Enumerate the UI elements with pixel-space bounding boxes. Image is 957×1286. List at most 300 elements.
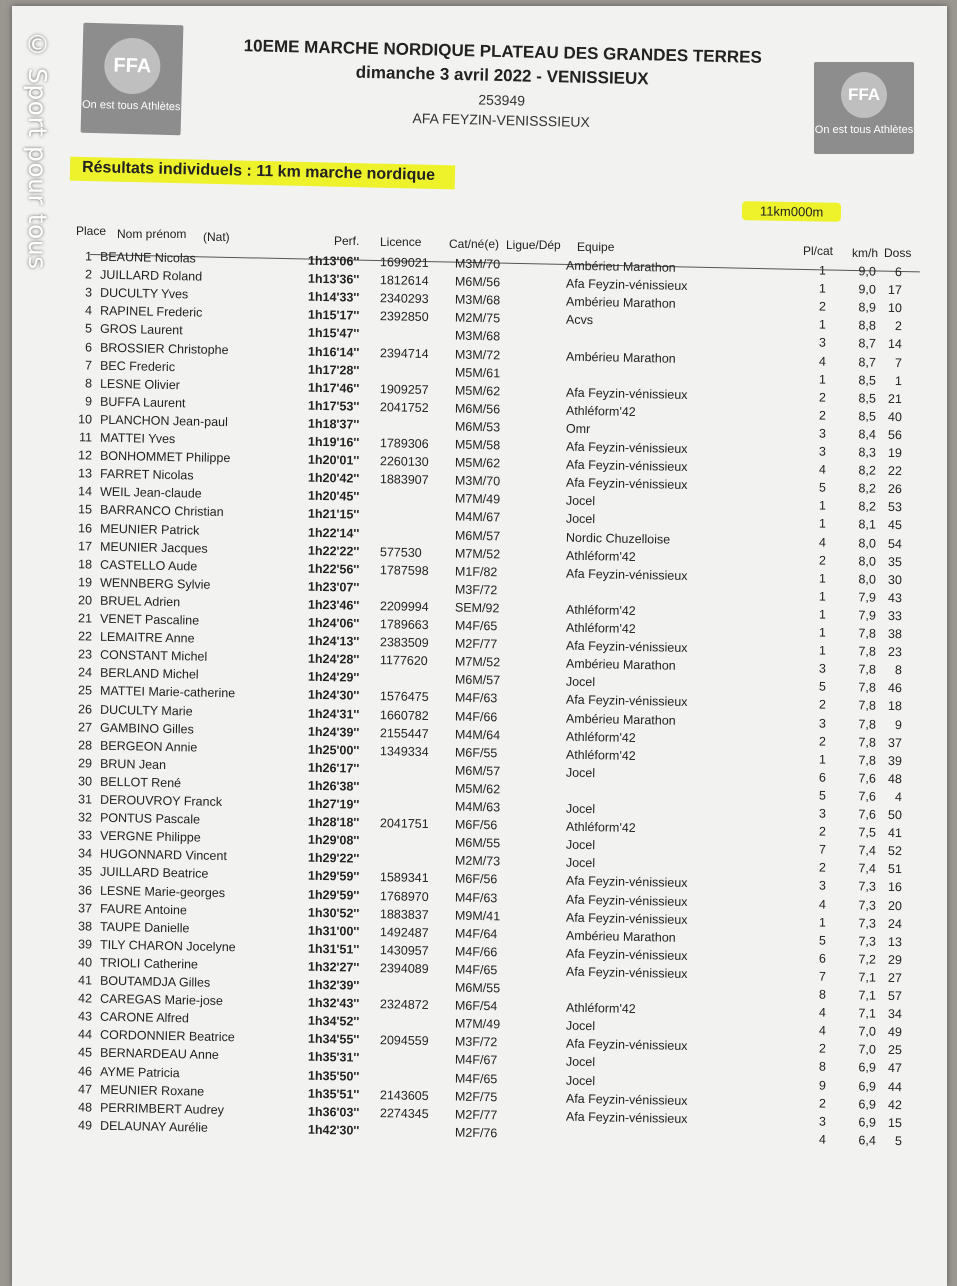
cell-licence: 2394714 — [379, 345, 429, 361]
col-ligue: Ligue/Dép — [506, 238, 561, 252]
cell-plcat: 1 — [818, 317, 827, 332]
cell-licence: 2260130 — [379, 454, 429, 470]
cell-plcat: 2 — [818, 1041, 827, 1056]
cell-club: Afa Feyzin-vénissieux — [565, 457, 688, 475]
cell-doss: 9 — [894, 717, 903, 732]
cell-perf: 1h29'22'' — [307, 850, 360, 866]
cell-licence: 2155447 — [379, 725, 429, 741]
cell-plcat: 4 — [818, 462, 827, 477]
cell-place: 30 — [77, 774, 93, 789]
cell-cat: M3F/72 — [454, 1034, 498, 1050]
cell-kmh: 8,3 — [858, 445, 877, 460]
cell-perf: 1h36'03'' — [307, 1104, 360, 1120]
cell-club: Jocel — [565, 801, 596, 817]
cell-place: 31 — [77, 792, 93, 807]
cell-place: 13 — [77, 466, 93, 481]
cell-licence: 1768970 — [379, 888, 429, 904]
cell-perf: 1h35'51'' — [307, 1086, 360, 1102]
cell-name: JUILLARD Beatrice — [99, 865, 209, 882]
cell-club: Afa Feyzin-vénissieux — [565, 638, 688, 656]
cell-plcat: 1 — [818, 281, 827, 296]
cell-plcat: 2 — [818, 1096, 827, 1111]
cell-plcat: 1 — [818, 589, 827, 604]
cell-perf: 1h31'51'' — [307, 941, 360, 957]
cell-name: MEUNIER Jacques — [99, 539, 208, 556]
cell-plcat: 2 — [818, 299, 827, 314]
cell-kmh: 7,1 — [858, 970, 877, 985]
cell-name: PERRIMBERT Audrey — [99, 1100, 225, 1117]
cell-kmh: 8,8 — [858, 318, 877, 333]
cell-perf: 1h29'59'' — [307, 887, 360, 903]
cell-name: BELLOT René — [99, 774, 182, 791]
cell-club: Afa Feyzin-vénissieux — [565, 475, 688, 493]
cell-club: Acvs — [565, 312, 594, 328]
cell-plcat: 1 — [818, 263, 827, 278]
cell-place: 49 — [77, 1118, 93, 1133]
cell-kmh: 7,8 — [858, 680, 877, 695]
cell-club: Afa Feyzin-vénissieux — [565, 946, 688, 963]
cell-kmh: 7,1 — [858, 1006, 877, 1021]
cell-plcat: 3 — [818, 1114, 827, 1129]
cell-club: Afa Feyzin-vénissieux — [565, 1109, 688, 1126]
cell-doss: 15 — [887, 1115, 903, 1130]
cell-cat: M4M/67 — [454, 509, 501, 525]
cell-perf: 1h35'31'' — [307, 1050, 360, 1066]
cell-doss: 39 — [887, 753, 903, 768]
cell-kmh: 7,4 — [858, 861, 877, 876]
cell-name: BRUN Jean — [99, 756, 167, 772]
cell-perf: 1h35'50'' — [307, 1068, 360, 1084]
cell-licence: 1789306 — [379, 436, 429, 451]
cell-club: Jocel — [565, 1018, 596, 1034]
cell-perf: 1h21'15'' — [307, 507, 360, 523]
cell-perf: 1h26'38'' — [307, 778, 360, 794]
cell-kmh: 6,9 — [858, 1096, 877, 1112]
cell-place: 19 — [77, 575, 93, 590]
cell-perf: 1h32'43'' — [307, 995, 360, 1011]
cell-club: Jocel — [565, 1055, 596, 1070]
cell-cat: M1F/82 — [454, 564, 498, 580]
cell-perf: 1h24'28'' — [307, 651, 360, 667]
cell-place: 8 — [84, 376, 93, 391]
cell-name: MEUNIER Roxane — [99, 1082, 205, 1099]
cell-kmh: 8,2 — [858, 499, 877, 514]
cell-cat: SEM/92 — [454, 600, 500, 616]
cell-cat: M7M/52 — [454, 654, 501, 670]
cell-cat: M2M/75 — [454, 310, 501, 326]
cell-kmh: 7,8 — [858, 734, 877, 750]
cell-club: Afa Feyzin-vénissieux — [565, 964, 688, 981]
cell-place: 24 — [77, 665, 93, 680]
cell-club: Ambérieu Marathon — [565, 258, 676, 275]
cell-kmh: 8,4 — [858, 427, 877, 442]
cell-cat: M5M/61 — [454, 365, 501, 380]
event-title: 10EME MARCHE NORDIQUE PLATEAU DES GRANDES TERRES — [243, 36, 763, 67]
cell-cat: M2F/75 — [454, 1089, 498, 1104]
cell-place: 15 — [77, 502, 93, 517]
cell-licence: 1177620 — [379, 653, 428, 669]
cell-plcat: 1 — [818, 607, 827, 622]
cell-kmh: 7,8 — [858, 752, 877, 768]
cell-club: Afa Feyzin-vénissieux — [565, 910, 688, 927]
cell-name: HUGONNARD Vincent — [99, 846, 228, 864]
cell-place: 16 — [77, 520, 93, 536]
cell-club: Jocel — [565, 512, 596, 527]
cell-doss: 18 — [887, 699, 903, 714]
cell-kmh: 7,6 — [858, 789, 877, 804]
cell-doss: 34 — [887, 1006, 903, 1022]
cell-club: Afa Feyzin-vénissieux — [565, 693, 688, 710]
cell-place: 26 — [77, 701, 93, 717]
cell-kmh: 7,3 — [858, 915, 877, 931]
cell-perf: 1h24'31'' — [307, 706, 360, 722]
cell-plcat: 3 — [818, 444, 827, 459]
cell-doss: 56 — [887, 427, 903, 442]
col-name: Nom prénom — [117, 227, 187, 241]
cell-perf: 1h13'36'' — [307, 271, 360, 287]
cell-name: TILY CHARON Jocelyne — [99, 937, 236, 955]
cell-perf: 1h23'46'' — [307, 597, 360, 613]
cell-plcat: 5 — [818, 679, 827, 694]
cell-doss: 5 — [894, 1133, 903, 1148]
cell-name: LEMAITRE Anne — [99, 629, 195, 646]
cell-cat: M4F/63 — [454, 690, 498, 706]
cell-doss: 25 — [887, 1043, 903, 1058]
cell-name: WENNBERG Sylvie — [99, 575, 211, 592]
cell-cat: M4M/64 — [454, 727, 501, 742]
cell-name: TAUPE Danielle — [99, 919, 190, 936]
cell-name: AYME Patricia — [99, 1064, 180, 1080]
cell-club: Jocel — [565, 837, 596, 853]
cell-doss: 48 — [887, 771, 903, 786]
cell-perf: 1h17'46'' — [307, 380, 360, 396]
cell-kmh: 7,4 — [858, 843, 877, 858]
cell-perf: 1h19'16'' — [307, 434, 360, 450]
cell-kmh: 8,0 — [858, 571, 877, 587]
cell-name: WEIL Jean-claude — [99, 484, 202, 501]
cell-doss: 19 — [887, 445, 903, 461]
cell-name: DUCULTY Yves — [99, 285, 189, 302]
cell-name: JUILLARD Roland — [99, 267, 203, 284]
cell-perf: 1h24'06'' — [307, 615, 360, 631]
cell-place: 21 — [77, 611, 93, 626]
cell-plcat: 4 — [818, 1005, 827, 1020]
cell-cat: M3M/72 — [454, 347, 501, 362]
cell-doss: 54 — [887, 536, 903, 551]
cell-plcat: 5 — [818, 933, 827, 948]
cell-doss: 16 — [887, 880, 903, 895]
cell-club: Afa Feyzin-vénissieux — [565, 566, 688, 583]
cell-name: BONHOMMET Philippe — [99, 448, 231, 466]
cell-name: FAURE Antoine — [99, 901, 187, 917]
cell-cat: M4F/65 — [454, 618, 498, 634]
cell-cat: M4F/63 — [454, 890, 498, 905]
cell-name: MEUNIER Patrick — [99, 521, 200, 538]
cell-kmh: 7,3 — [858, 897, 877, 913]
cell-plcat: 4 — [818, 353, 827, 369]
cell-place: 3 — [84, 285, 93, 300]
cell-club: Athléform'42 — [565, 729, 636, 745]
cell-cat: M2F/76 — [454, 1125, 498, 1141]
cell-perf: 1h27'19'' — [307, 796, 360, 812]
cell-name: PONTUS Pascale — [99, 810, 201, 827]
cell-kmh: 7,0 — [858, 1042, 877, 1057]
cell-club: Athléform'42 — [565, 548, 636, 564]
cell-plcat: 3 — [818, 335, 827, 351]
cell-name: VENET Pascaline — [99, 611, 200, 628]
cell-doss: 24 — [887, 916, 903, 931]
cell-name: BEAUNE Nicolas — [99, 249, 197, 266]
cell-place: 35 — [77, 864, 93, 879]
cell-doss: 20 — [887, 898, 903, 913]
cell-plcat: 5 — [818, 788, 827, 803]
cell-doss: 10 — [887, 301, 903, 316]
cell-plcat: 1 — [818, 516, 827, 532]
cell-plcat: 8 — [818, 987, 827, 1002]
cell-doss: 44 — [887, 1079, 903, 1094]
cell-kmh: 8,2 — [858, 481, 877, 496]
cell-perf: 1h31'00'' — [307, 923, 360, 939]
cell-kmh: 9,0 — [858, 282, 877, 297]
cell-doss: 53 — [887, 500, 903, 515]
cell-perf: 1h24'39'' — [307, 724, 360, 740]
cell-club: Afa Feyzin-vénissieux — [565, 874, 688, 891]
cell-perf: 1h25'00'' — [307, 742, 360, 758]
col-equipe: Equipe — [577, 240, 615, 254]
cell-doss: 42 — [887, 1097, 903, 1112]
cell-licence: 1430957 — [379, 942, 429, 958]
cell-place: 34 — [77, 846, 93, 861]
cell-place: 44 — [77, 1027, 93, 1042]
cell-plcat: 1 — [818, 625, 827, 640]
cell-name: MATTEI Yves — [99, 430, 176, 447]
cell-cat: M2F/77 — [454, 636, 498, 652]
cell-place: 33 — [77, 828, 93, 843]
cell-cat: M2F/77 — [454, 1107, 498, 1123]
cell-licence: 2094559 — [379, 1033, 429, 1049]
cell-club: Athléform'42 — [565, 403, 636, 419]
cell-kmh: 6,9 — [858, 1078, 877, 1094]
cell-kmh: 7,9 — [858, 608, 877, 623]
cell-plcat: 8 — [818, 1059, 827, 1075]
cell-doss: 29 — [887, 952, 903, 967]
cell-doss: 7 — [894, 355, 903, 370]
cell-cat: M5M/62 — [454, 455, 501, 471]
cell-licence: 1660782 — [379, 707, 429, 723]
cell-club: Athléform'42 — [565, 1000, 636, 1017]
event-code: 253949 — [478, 91, 526, 109]
cell-name: CORDONNIER Beatrice — [99, 1027, 235, 1045]
cell-kmh: 8,2 — [858, 463, 877, 478]
ffa-logo-left — [81, 23, 184, 136]
cell-cat: M6M/53 — [454, 419, 501, 435]
cell-club: Ambérieu Marathon — [565, 294, 676, 311]
cell-perf: 1h34'52'' — [307, 1013, 360, 1029]
ffa-emblem-icon: FFA — [104, 37, 161, 94]
cell-doss: 2 — [894, 319, 903, 334]
cell-place: 27 — [77, 719, 93, 735]
cell-club: Jocel — [565, 855, 596, 871]
cell-name: CASTELLO Aude — [99, 557, 198, 574]
cell-cat: M6F/56 — [454, 871, 498, 887]
cell-cat: M6F/56 — [454, 817, 498, 833]
cell-cat: M4F/66 — [454, 944, 498, 960]
cell-name: DEROUVROY Franck — [99, 792, 223, 810]
cell-plcat: 1 — [818, 571, 827, 586]
cell-place: 43 — [77, 1009, 93, 1024]
cell-cat: M4F/64 — [454, 926, 498, 942]
cell-perf: 1h15'17'' — [307, 307, 360, 323]
cell-doss: 45 — [887, 518, 903, 533]
header-block — [201, 35, 803, 135]
cell-doss: 8 — [894, 663, 903, 678]
cell-name: BARRANCO Christian — [99, 503, 224, 520]
cell-cat: M6M/57 — [454, 672, 501, 688]
cell-place: 14 — [77, 484, 93, 499]
cell-cat: M3F/72 — [454, 582, 498, 598]
cell-cat: M6M/55 — [454, 980, 501, 996]
cell-plcat: 3 — [818, 806, 827, 821]
cell-kmh: 8,9 — [858, 300, 877, 315]
cell-doss: 51 — [887, 862, 903, 877]
cell-club: Athléform'42 — [565, 819, 636, 836]
cell-cat: M6M/55 — [454, 835, 501, 851]
cell-perf: 1h22'14'' — [307, 525, 360, 541]
cell-doss: 26 — [887, 482, 903, 497]
cell-plcat: 4 — [818, 896, 827, 912]
watermark: © Sport pour tous — [23, 30, 52, 270]
cell-doss: 1 — [894, 373, 903, 388]
cell-name: FARRET Nicolas — [99, 466, 194, 483]
cell-cat: M4F/67 — [454, 1052, 498, 1068]
cell-plcat: 4 — [818, 1132, 827, 1147]
cell-perf: 1h24'29'' — [307, 669, 360, 685]
cell-kmh: 7,0 — [858, 1024, 877, 1039]
cell-place: 32 — [77, 810, 93, 825]
cell-plcat: 2 — [818, 824, 827, 839]
cell-licence: 2209994 — [379, 598, 429, 614]
cell-name: MATTEI Marie-catherine — [99, 684, 236, 701]
cell-doss: 6 — [894, 264, 903, 280]
distance-label: 11km000m — [742, 201, 842, 222]
cell-club: Jocel — [565, 765, 596, 780]
cell-club: Athléform'42 — [565, 602, 636, 618]
cell-perf: 1h14'33'' — [307, 289, 360, 305]
cell-name: PLANCHON Jean-paul — [99, 412, 228, 430]
ffa-logo-right — [814, 62, 914, 154]
cell-perf: 1h17'53'' — [307, 398, 360, 414]
col-doss: Doss — [884, 246, 912, 260]
logo-tagline: On est tous Athlètes — [81, 98, 181, 114]
cell-perf: 1h20'01'' — [307, 452, 360, 468]
cell-place: 39 — [77, 937, 93, 952]
cell-perf: 1h20'42'' — [307, 470, 360, 486]
cell-licence: 1883907 — [379, 472, 429, 488]
cell-cat: M7M/49 — [454, 491, 501, 507]
cell-perf: 1h30'52'' — [307, 905, 360, 921]
cell-name: BERNARDEAU Anne — [99, 1046, 219, 1063]
cell-club: Ambérieu Marathon — [565, 349, 676, 366]
cell-kmh: 7,8 — [858, 698, 877, 713]
cell-name: LESNE Marie-georges — [99, 883, 226, 900]
cell-plcat: 2 — [818, 408, 827, 423]
cell-place: 20 — [77, 593, 93, 608]
cell-perf: 1h22'22'' — [307, 543, 360, 559]
cell-cat: M5M/62 — [454, 383, 501, 399]
cell-cat: M4F/65 — [454, 1071, 498, 1086]
cell-kmh: 8,5 — [858, 372, 877, 388]
cell-doss: 41 — [887, 825, 903, 841]
cell-club: Ambérieu Marathon — [565, 928, 676, 945]
cell-doss: 46 — [887, 681, 903, 696]
cell-name: DELAUNAY Aurélie — [99, 1118, 209, 1135]
cell-club: Jocel — [565, 674, 596, 690]
cell-kmh: 7,6 — [858, 807, 877, 822]
cell-doss: 57 — [887, 988, 903, 1004]
cell-place: 12 — [77, 448, 93, 463]
cell-kmh: 9,0 — [858, 264, 877, 279]
cell-kmh: 7,9 — [858, 590, 877, 605]
cell-club: Afa Feyzin-vénissieux — [565, 1091, 688, 1108]
cell-perf: 1h29'08'' — [307, 832, 360, 848]
cell-kmh: 7,3 — [858, 879, 877, 894]
cell-place: 11 — [78, 430, 93, 445]
cell-kmh: 7,6 — [858, 771, 877, 786]
cell-kmh: 6,4 — [858, 1133, 877, 1148]
cell-place: 1 — [84, 249, 93, 264]
cell-name: BEC Frederic — [99, 358, 176, 374]
cell-plcat: 2 — [818, 697, 827, 713]
cell-name: DUCULTY Marie — [99, 702, 193, 718]
cell-doss: 23 — [887, 644, 903, 660]
col-nat: (Nat) — [203, 230, 230, 244]
cell-name: CARONE Alfred — [99, 1009, 190, 1026]
cell-plcat: 3 — [818, 661, 827, 676]
cell-doss: 30 — [887, 572, 903, 587]
cell-cat: M6F/55 — [454, 745, 498, 761]
cell-place: 17 — [77, 538, 93, 554]
cell-licence: 1589341 — [379, 870, 429, 886]
cell-plcat: 2 — [818, 734, 827, 749]
cell-perf: 1h16'14'' — [307, 344, 360, 360]
cell-licence: 2324872 — [379, 997, 429, 1013]
cell-doss: 21 — [887, 391, 903, 406]
cell-place: 25 — [77, 683, 93, 698]
cell-name: TRIOLI Catherine — [99, 955, 199, 972]
cell-plcat: 2 — [818, 860, 827, 875]
cell-kmh: 7,5 — [858, 825, 877, 840]
cell-club: Afa Feyzin-vénissieux — [565, 385, 688, 402]
cell-perf: 1h32'27'' — [307, 959, 360, 975]
cell-place: 7 — [84, 357, 93, 373]
cell-perf: 1h26'17'' — [307, 760, 360, 776]
results-subtitle: Résultats individuels : 11 km marche nordique — [70, 157, 455, 190]
cell-place: 29 — [77, 756, 93, 771]
cell-name: BRUEL Adrien — [99, 593, 181, 610]
cell-kmh: 6,9 — [858, 1114, 877, 1130]
cell-licence: 2340293 — [379, 291, 429, 307]
cell-cat: M6M/56 — [454, 401, 501, 417]
cell-doss: 38 — [887, 626, 903, 642]
ffa-emblem-icon: FFA — [841, 72, 887, 118]
cell-name: BROSSIER Christophe — [99, 340, 229, 357]
cell-plcat: 7 — [818, 842, 827, 857]
cell-name: GROS Laurent — [99, 322, 183, 338]
cell-perf: 1h17'28'' — [307, 362, 360, 378]
cell-club: Afa Feyzin-vénissieux — [565, 1036, 688, 1054]
cell-plcat: 4 — [818, 534, 827, 550]
cell-club: Athléform'42 — [565, 620, 636, 636]
